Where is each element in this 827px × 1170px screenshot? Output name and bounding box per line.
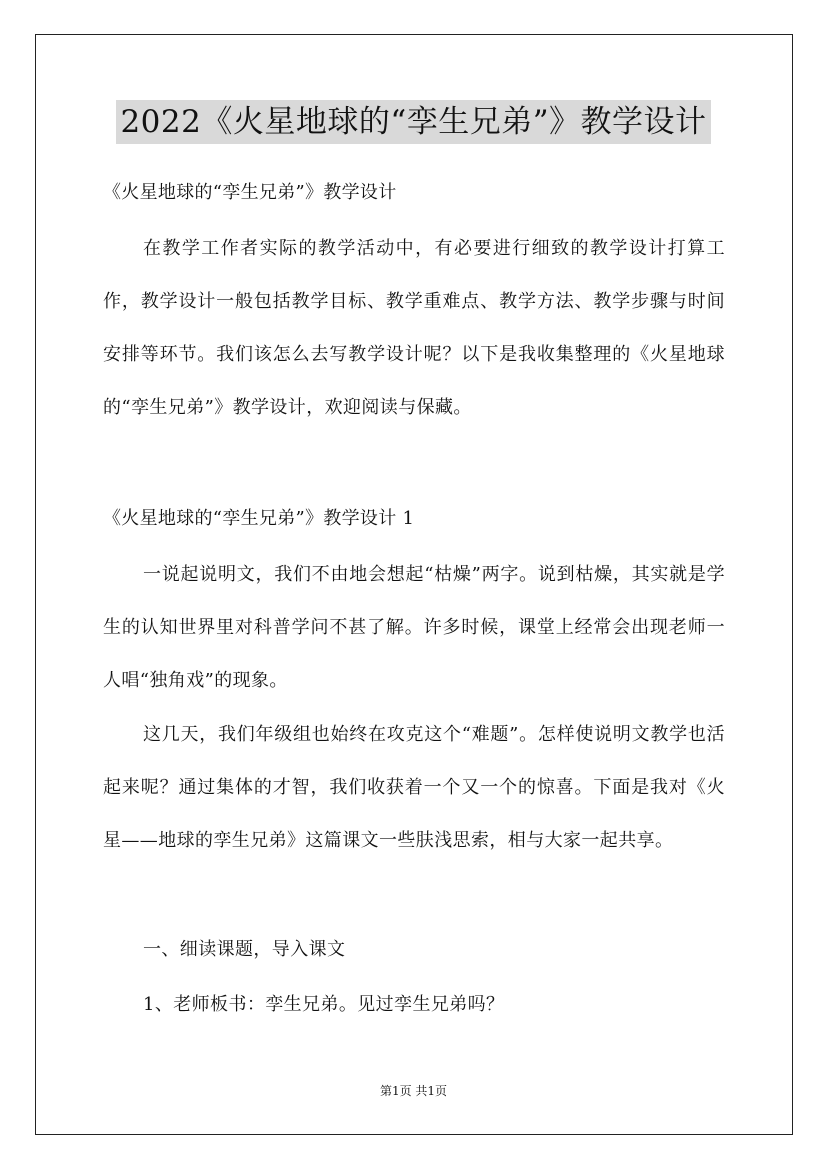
step-item: 1、老师板书：孪生兄弟。见过孪生兄弟吗？: [143, 994, 505, 1015]
body-paragraph-1: 一说起说明文，我们不由地会想起“枯燥”两字。说到枯燥，其实就是学生的认知世界里对科普学问不甚了解。许多时候，课堂上经常会出现老师一人唱“独角戏”的现象。: [103, 564, 725, 691]
title-container: [0, 100, 827, 144]
document-title: 2022《火星地球的“孪生兄弟”》教学设计: [116, 100, 710, 144]
step-heading: 一、细读课题，导入课文: [143, 939, 346, 960]
section-heading: 《火星地球的“孪生兄弟”》教学设计 1: [103, 508, 415, 529]
page-footer: 第1页 共1页: [379, 1084, 448, 1098]
intro-paragraph: 在教学工作者实际的教学活动中，有必要进行细致的教学设计打算工作，教学设计一般包括教学目标、教学重难点、教学方法、教学步骤与时间安排等环节。我们该怎么去写教学设计呢？以下是我收集整理的《火星地球的“孪生兄弟”》教学设计，欢迎阅读与保藏。: [103, 238, 725, 418]
body-paragraph-2: 这几天，我们年级组也始终在攻克这个“难题”。怎样使说明文教学也活起来呢？通过集体的才智，我们收获着一个又一个的惊喜。下面是我对《火星——地球的孪生兄弟》这篇课文一些肤浅思索，相与大家一起共享。: [103, 724, 725, 851]
document-subtitle: 《火星地球的“孪生兄弟”》教学设计: [103, 182, 397, 203]
